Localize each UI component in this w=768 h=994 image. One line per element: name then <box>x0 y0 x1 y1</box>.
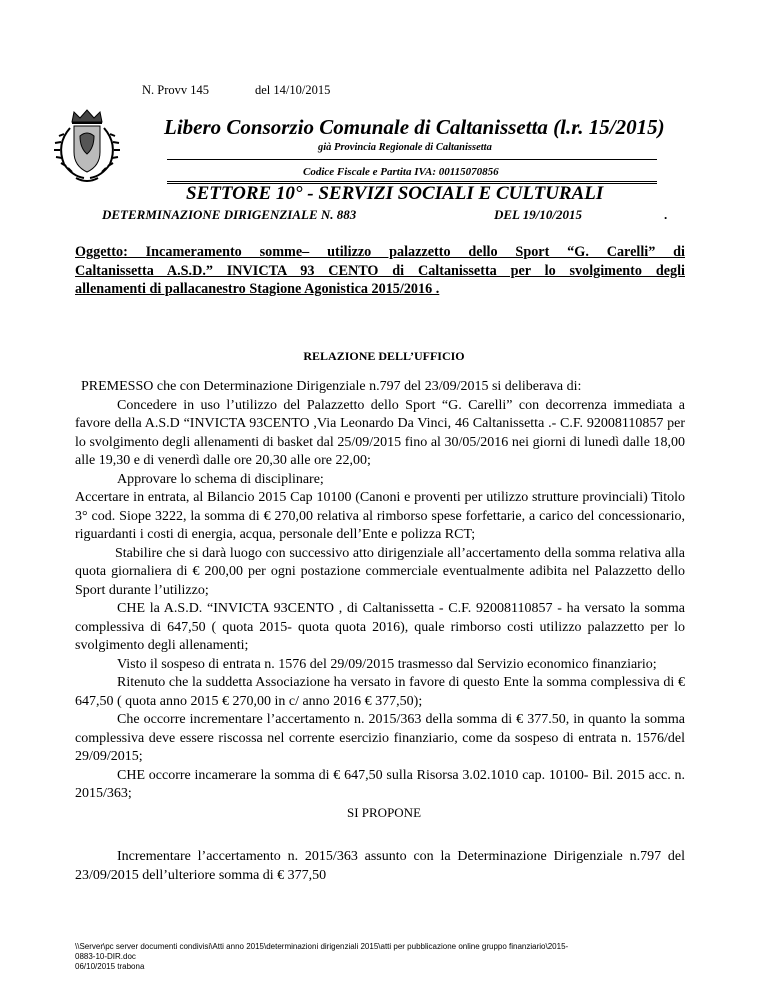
provv-number: N. Provv 145 <box>142 83 210 97</box>
footer <box>75 942 695 972</box>
page-title: Libero Consorzio Comunale di Caltanissetta (l.r. 15/2015) <box>164 115 665 139</box>
paragraph: Concedere in uso l’utilizzo del Palazzetto dello Sport “G. Carelli” con decorrenza immediata a favore della A.S.D “INVICTA 93CENTO ,Via Leonardo Da Vinci, 46 Caltanissetta .- C.F. 92008110857 per lo svolgimento degli allenamenti di basket dal 25/09/2015 fino al 30/05/2016 nei giorni di lunedì dalle 18,00 alle 19,30 e di venerdì dalle ore 20,30 alle ore 22,00; <box>75 397 685 468</box>
divider <box>167 159 657 160</box>
paragraph: Che occorre incrementare l’accertamento n. 2015/363 della somma di € 377.50, in quanto la somma complessiva deve essere riscossa nel corrente esercizio finanziario, come da sospeso di entrata n. 1576/del 29/09/2015; <box>75 712 685 764</box>
paragraph: Incrementare l’accertamento n. 2015/363 assunto con la Determinazione Dirigenziale n.797 del 23/09/2015 dell’ulteriore somma di € 377,50 <box>75 849 685 883</box>
determinazione-dot: . <box>664 207 668 222</box>
oggetto-line: allenamenti di pallacanestro Stagione Agonistica 2015/2016 . <box>75 281 440 297</box>
oggetto-line: Caltanissetta A.S.D.” INVICTA 93 CENTO di Caltanissetta per lo svolgimento degli <box>75 262 685 279</box>
oggetto-block <box>75 243 685 299</box>
proposal-body <box>75 848 685 885</box>
paragraph: CHE occorre incamerare la somma di € 647,50 sulla Risorsa 3.02.1010 cap. 10100- Bil. 2015 acc. n. 2015/363; <box>75 767 685 801</box>
relazione-body <box>75 378 685 804</box>
si-propone-heading: SI PROPONE <box>346 805 422 820</box>
paragraph: Visto il sospeso di entrata n. 1576 del 29/09/2015 trasmesso dal Servizio economico finanziario; <box>117 656 657 672</box>
footer-file: 0883-10-DIR.doc <box>75 952 136 961</box>
paragraph: Accertare in entrata, al Bilancio 2015 Cap 10100 (Canoni e proventi per utilizzo strutture provinciali) Titolo 3° cod. Siope 3222, la somma di € 270,00 relativa al rimborso spese forfettarie, a carico del concessionario, riguardanti i costi di energia, acqua, personale dell’Ente e polizza RCT; <box>75 490 685 542</box>
determinazione-number: DETERMINAZIONE DIRIGENZIALE N. 883 <box>102 207 357 222</box>
fiscal-code: Codice Fiscale e Partita IVA: 00115070856 <box>303 166 499 178</box>
settore-heading: SETTORE 10° - SERVIZI SOCIALI E CULTURALI <box>186 183 604 204</box>
determinazione-date: DEL 19/10/2015 <box>494 207 582 222</box>
paragraph: CHE la A.S.D. “INVICTA 93CENTO , di Caltanissetta - C.F. 92008110857 - ha versato la somma complessiva di 647,50 ( quota 2015- quota quota 2016), quale rimborso costi utilizzo palazzetto per lo svolgimento degli allenamenti; <box>75 601 685 653</box>
footer-path: \\Server\pc server documenti condivisi\Atti anno 2015\determinazioni dirigenziali 2015\atti per pubblicazione online gruppo finanziario\2015- <box>75 942 569 951</box>
paragraph: Ritenuto che la suddetta Associazione ha versato in favore di questo Ente la somma complessiva di € 647,50 ( quota anno 2015 € 270,00 in c/ anno 2016 € 377,50); <box>75 675 685 709</box>
paragraph: Stabilire che si darà luogo con successivo atto dirigenziale all’accertamento della somma relativa alla quota giornaliera di € 200,00 per ogni postazione commerciale eventualmente adibita nel Palazzetto dello Sport durante l’utilizzo; <box>75 545 685 598</box>
oggetto-line: Oggetto: Incameramento somme– utilizzo palazzetto dello Sport “G. Carelli” di <box>75 244 685 260</box>
paragraph: PREMESSO che con Determinazione Dirigenziale n.797 del 23/09/2015 si deliberava di: <box>81 379 582 394</box>
subtitle: già Provincia Regionale di Caltanissetta <box>318 142 492 153</box>
footer-date: 06/10/2015 trabona <box>75 962 145 971</box>
provv-date: del 14/10/2015 <box>255 83 331 97</box>
paragraph: Approvare lo schema di disciplinare; <box>117 471 324 487</box>
relazione-heading: RELAZIONE DELL’UFFICIO <box>303 349 465 363</box>
coat-of-arms-icon <box>50 108 124 184</box>
